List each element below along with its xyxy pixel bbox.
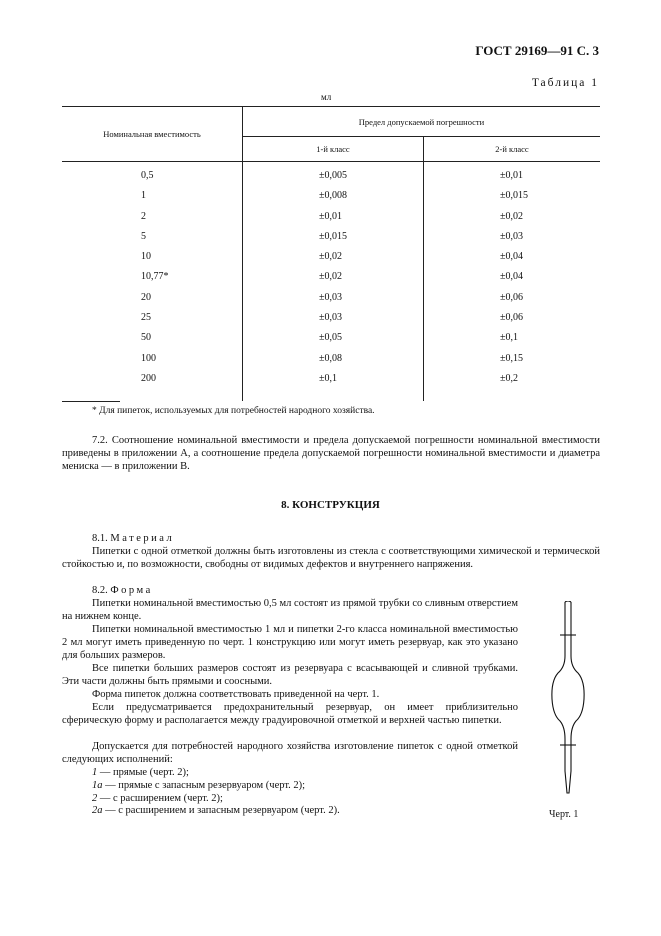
table-row [62,251,600,271]
cell-nominal: 5 [62,231,243,251]
variant-item: 2 — с расширением (черт. 2); [92,792,223,804]
cell-class-1: ±0,03 [243,312,424,332]
table-row [62,231,600,251]
form-paragraph-3: Все пипетки больших размеров состоят из резервуара с всасывающей и сливной трубками. Эти части должны быть прямыми и соосными. [62,663,518,687]
cell-nominal: 1 [62,190,243,210]
header-nominal-capacity: Номинальная вместимость [62,107,243,162]
figure-caption: Черт. 1 [549,809,579,820]
variant-item: 2а — с расширением и запасным резервуаром (черт. 2). [92,805,340,817]
cell-class-2: ±0,03 [500,230,523,242]
cell-class-2: ±0,04 [500,251,523,263]
cell-class-1: ±0,1 [243,373,424,401]
form-paragraph-6: Допускается для потребностей народного хозяйства изготовление пипеток с одной отметкой следующих исполнений: [62,741,518,765]
cell-class-1: ±0,015 [243,231,424,251]
cell-class-2: ±0,02 [500,210,523,222]
clause-8-1-title: Материал [110,533,175,544]
pipette-drawing [544,601,592,797]
cell-class-1: ±0,02 [243,251,424,271]
form-paragraph-1: Пипетки номинальной вместимостью 0,5 мл состоят из прямой трубки со сливным отверстием на нижнем конце. [62,598,518,622]
cell-nominal: 10 [62,251,243,271]
cell-nominal: 2 [62,211,243,231]
paragraph-7-2: 7.2. Соотношение номинальной вместимости и предела допускаемой погрешности номинальной вместимости приведены в приложении А, а соотношение предела допускаемой погрешности номинальной вместимости и диаметра мениска — в приложении В. [62,435,600,472]
cell-nominal: 50 [62,332,243,352]
table-caption: Таблица 1 [531,77,599,89]
cell-nominal: 100 [62,353,243,373]
footnote-rule [62,401,120,402]
table-row [62,332,600,352]
table-row [62,211,600,231]
variant-item: 1а — прямые с запасным резервуаром (черт. 2); [92,779,306,791]
cell-nominal: 10,77* [62,271,243,291]
clause-8-1-text: Пипетки с одной отметкой должны быть изготовлены из стекла с соответствующими химической и термической стойкостью и, по возможности, свободны от видимых дефектов и внутреннего напряжения. [62,546,600,570]
cell-nominal: 25 [62,312,243,332]
clause-8-2-heading [62,585,600,598]
cell-class-1: ±0,05 [243,332,424,352]
header-class-1: 1-й класс [243,137,424,162]
section-8-title: 8. КОНСТРУКЦИЯ [281,499,380,511]
cell-class-1: ±0,03 [243,292,424,312]
clause-8-2-title: Форма [110,585,153,596]
cell-nominal: 0,5 [62,162,243,191]
cell-class-1: ±0,005 [243,162,424,191]
table-footnote: * Для пипеток, используемых для потребностей народного хозяйства. [92,406,375,416]
table-row [62,312,600,332]
cell-nominal: 20 [62,292,243,312]
cell-nominal: 200 [62,373,243,401]
header-tolerance-limit: Предел допускаемой погрешности [243,107,601,137]
table-row [62,190,600,210]
tolerance-table [62,106,600,401]
form-paragraph-4: Форма пипеток должна соответствовать приведенной на черт. 1. [92,689,380,700]
cell-class-1: ±0,02 [243,271,424,291]
clause-8-2-number: 8.2. [92,585,108,596]
clause-8-1-heading [62,533,600,546]
page-header: ГОСТ 29169—91 С. 3 [475,43,599,58]
cell-class-2: ±0,15 [500,352,523,364]
variant-item: 1 — прямые (черт. 2); [92,767,189,778]
cell-class-2: ±0,06 [500,312,523,324]
cell-class-2: ±0,01 [500,170,523,181]
cell-class-1: ±0,08 [243,353,424,373]
form-paragraph-5: Если предусматривается предохранительный резервуар, он имеет приблизительно сферическую форму и располагается между градуировочной отметкой и верхней частью пипетки. [62,702,518,726]
cell-class-1: ±0,008 [243,190,424,210]
form-paragraph-2: Пипетки номинальной вместимостью 1 мл и пипетки 2-го класса номинальной вместимостью 2 мл могут иметь приведенную по черт. 1 конструкцию или могут иметь резервуар, как это указано для больших размеров. [62,624,518,661]
cell-class-1: ±0,01 [243,211,424,231]
cell-class-2: ±0,015 [500,190,528,202]
table-row [62,162,600,191]
clause-8-1-number: 8.1. [92,533,108,544]
table-row [62,292,600,312]
table-row [62,353,600,373]
cell-class-2: ±0,2 [500,372,518,384]
table-row [62,271,600,291]
variant-list [62,767,518,818]
table-units: мл [321,92,332,102]
cell-class-2: ±0,1 [500,332,518,344]
header-class-2: 2-й класс [424,137,601,162]
cell-class-2: ±0,06 [500,291,523,303]
table-row [62,373,600,401]
cell-class-2: ±0,04 [500,271,523,283]
